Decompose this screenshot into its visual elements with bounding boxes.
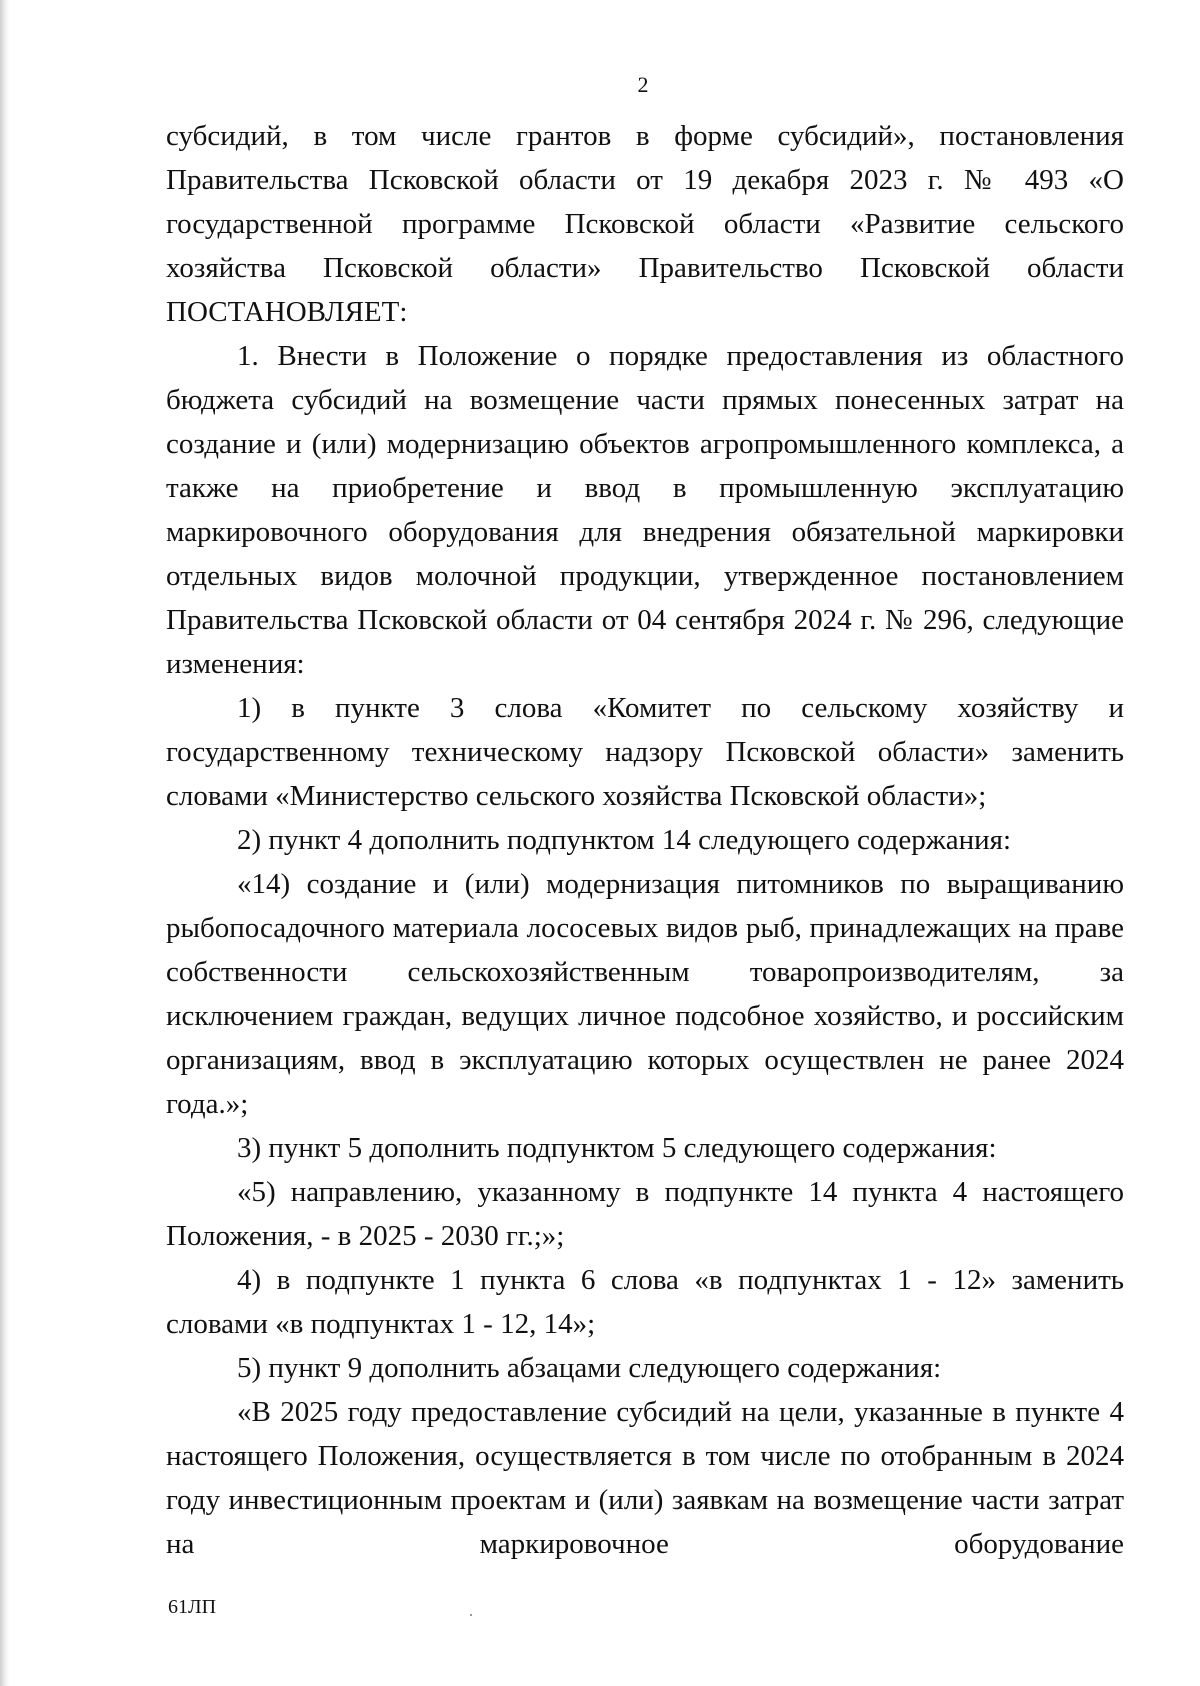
subitem-2-paragraph: 2) пункт 4 дополнить подпунктом 14 следующего содержания: [237,824,1012,856]
subitem-4-paragraph: 4) в подпункте 1 пункта 6 слова «в подпунктах 1 - 12» заменить словами «в подпунктах 1 - 12, 14»; [166,1264,1124,1340]
scan-edge [0,0,10,1686]
subitem-3-quote: «5) направлению, указанному в подпункте 14 пункта 4 настоящего Положения, - в 2025 - 2030 гг.;»; [166,1176,1124,1252]
subitem-5-quote: «В 2025 году предоставление субсидий на цели, указанные в пункте 4 настоящего Положения, осуществляется в том числе по отобранным в 2024 году инвестиционным проектам и (или) заявкам на возмещение части затрат на маркировочное оборудование [166,1396,1124,1560]
subitem-1-paragraph: 1) в пункте 3 слова «Комитет по сельскому хозяйству и государственному техническому надзору Псковской области» заменить словами «Министерство сельского хозяйства Псковской области»; [166,692,1124,812]
document-body [166,114,1124,1566]
item-1-paragraph: 1. Внести в Положение о порядке предоставления из областного бюджета субсидий на возмещение части прямых понесенных затрат на создание и (или) модернизацию объектов агропромышленного комплекса, а также на приобретение и ввод в промышленную эксплуатацию маркировочного оборудования для внедрения обязательной маркировки отдельных видов молочной продукции, утвержденное постановлением Правительства Псковской области от 04 сентября 2024 г. № 296, следующие изменения: [166,340,1124,680]
subitem-5-paragraph: 5) пункт 9 дополнить абзацами следующего содержания: [237,1352,942,1384]
scan-dot [470,1614,472,1616]
subitem-3-paragraph: 3) пункт 5 дополнить подпунктом 5 следующего содержания: [237,1132,997,1164]
footer-document-code: 61ЛП [168,1596,217,1618]
page-number: 2 [637,72,649,97]
intro-paragraph: субсидий, в том числе грантов в форме субсидий», постановления Правительства Псковской области от 19 декабря 2023 г. № 493 «О государственной программе Псковской области «Развитие сельского хозяйства Псковской области» Правительство Псковской области ПОСТАНОВЛЯЕТ: [166,120,1124,328]
subitem-2-quote: «14) создание и (или) модернизация питомников по выращиванию рыбопосадочного материала лососевых видов рыб, принадлежащих на праве собственности сельскохозяйственным товаропроизводителям, за исключением граждан, ведущих личное подсобное хозяйство, и российским организациям, ввод в эксплуатацию которых осуществлен не ранее 2024 года.»; [166,868,1124,1120]
